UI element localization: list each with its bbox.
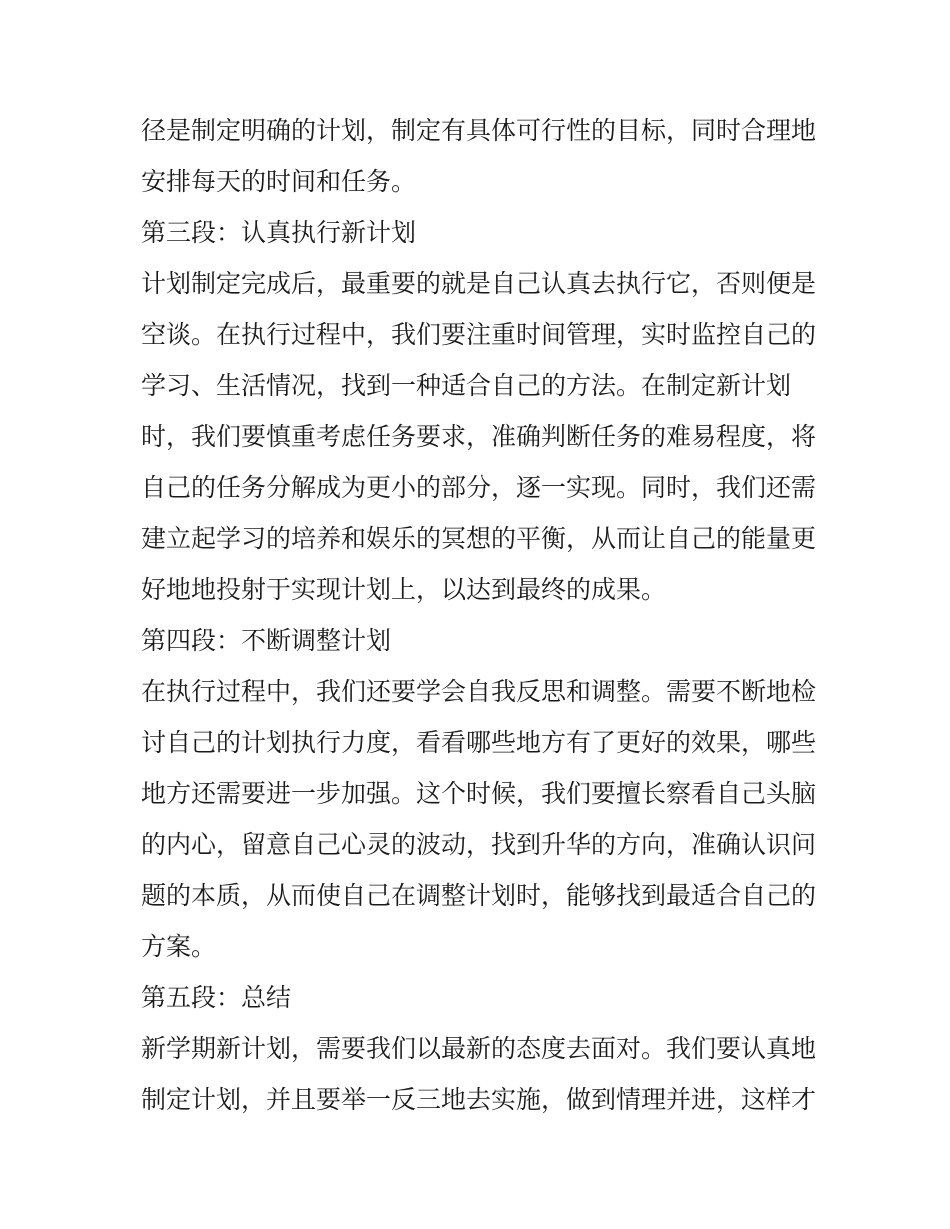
text-line: 好地地投射于实现计划上，以达到最终的成果。 (141, 575, 667, 604)
text-line: 讨自己的计划执行力度，看看哪些地方有了更好的效果，哪些 (141, 728, 817, 757)
text-line: 地方还需要进一步加强。这个时候，我们要擅长察看自己头脑 (141, 779, 817, 808)
text-line: 学习、生活情况，找到一种适合自己的方法。在制定新计划 (141, 371, 792, 400)
text-line: 方案。 (141, 932, 217, 961)
text-line: 空谈。在执行过程中，我们要注重时间管理，实时监控自己的 (141, 320, 817, 349)
text-line: 制定计划，并且要举一反三地去实施，做到情理并进，这样才 (141, 1085, 817, 1114)
text-line: 新学期新计划，需要我们以最新的态度去面对。我们要认真地 (141, 1034, 817, 1063)
text-line: 题的本质，从而使自己在调整计划时，能够找到最适合自己的 (141, 881, 817, 910)
text-line: 建立起学习的培养和娱乐的冥想的平衡，从而让自己的能量更 (141, 524, 817, 553)
text-line: 时，我们要慎重考虑任务要求，准确判断任务的难易程度，将 (141, 422, 817, 451)
text-line: 的内心，留意自己心灵的波动，找到升华的方向，准确认识问 (141, 830, 817, 859)
text-line: 安排每天的时间和任务。 (141, 167, 417, 196)
section-heading: 第五段：总结 (141, 983, 292, 1012)
text-line: 在执行过程中，我们还要学会自我反思和调整。需要不断地检 (141, 677, 817, 706)
text-line: 计划制定完成后，最重要的就是自己认真去执行它，否则便是 (141, 269, 817, 298)
document-body (141, 105, 821, 1125)
section-heading: 第三段：认真执行新计划 (141, 218, 417, 247)
section-heading: 第四段：不断调整计划 (141, 626, 392, 655)
text-line: 径是制定明确的计划，制定有具体可行性的目标，同时合理地 (141, 116, 817, 145)
text-line: 自己的任务分解成为更小的部分，逐一实现。同时，我们还需 (141, 473, 817, 502)
